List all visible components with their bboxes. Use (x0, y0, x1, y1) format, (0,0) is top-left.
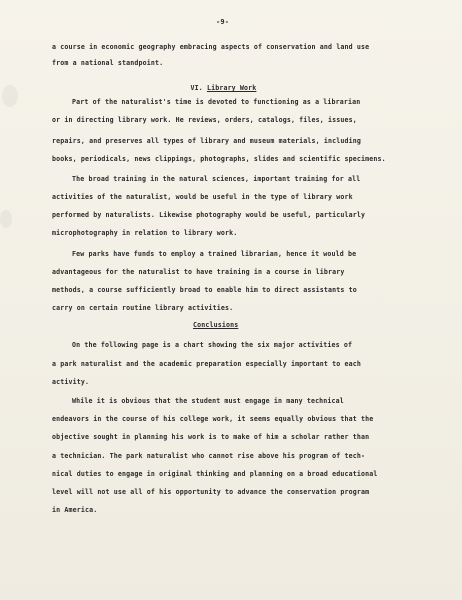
paragraph-line: endeavors in the course of his college work, it seems equally obvious that the (52, 415, 374, 423)
section-title: Library Work (206, 84, 257, 92)
paragraph-line: in America. (52, 506, 98, 514)
intro-line: from a national standpoint. (52, 59, 164, 67)
paragraph-line: a park naturalist and the academic preparation especially important to each (52, 360, 361, 368)
intro-line: a course in economic geography embracing aspects of conservation and land use (52, 43, 370, 51)
conclusions-heading: Conclusions (193, 321, 239, 329)
paragraph-line: The broad training in the natural sciences, important training for all (72, 175, 361, 183)
paragraph-line: objective sought in planning his work is to make of him a scholar rather than (52, 433, 370, 441)
paragraph-line: While it is obvious that the student must engage in many technical (72, 397, 344, 405)
paragraph-line: repairs, and preserves all types of library and museum materials, including (52, 137, 361, 145)
page-number: -9- (216, 18, 230, 26)
paragraph-line: nical duties to engage in original thinking and planning on a broad educational (52, 470, 378, 478)
paragraph-line: methods, a course sufficiently broad to enable him to direct assistants to (52, 286, 357, 294)
paragraph-line: advantageous for the naturalist to have training in a course in library (52, 268, 345, 276)
section-number: VI. (190, 84, 203, 92)
paragraph-line: level will not use all of his opportunity to advance the conservation program (52, 488, 370, 496)
paragraph-line: Few parks have funds to employ a trained librarian, hence it would be (72, 250, 357, 258)
paragraph-line: books, periodicals, news clippings, photographs, slides and scientific specimens. (52, 155, 386, 163)
paper-stain (2, 85, 18, 107)
section-heading (174, 78, 256, 99)
paragraph-line: a technician. The park naturalist who cannot rise above his program of tech- (52, 452, 366, 460)
paragraph-line: carry on certain routine library activities. (52, 304, 234, 312)
paper-stain (0, 210, 12, 228)
paragraph-line: activity. (52, 378, 90, 386)
paragraph-line: activities of the naturalist, would be useful in the type of library work (52, 193, 353, 201)
paragraph-line: microphotography in relation to library work. (52, 229, 238, 237)
paragraph-line: On the following page is a chart showing the six major activities of (72, 341, 353, 349)
paragraph-line: Part of the naturalist's time is devoted to functioning as a librarian (72, 98, 361, 106)
paragraph-line: or in directing library work. He reviews, orders, catalogs, files, issues, (52, 116, 357, 124)
paragraph-line: performed by naturalists. Likewise photography would be useful, particularly (52, 211, 366, 219)
